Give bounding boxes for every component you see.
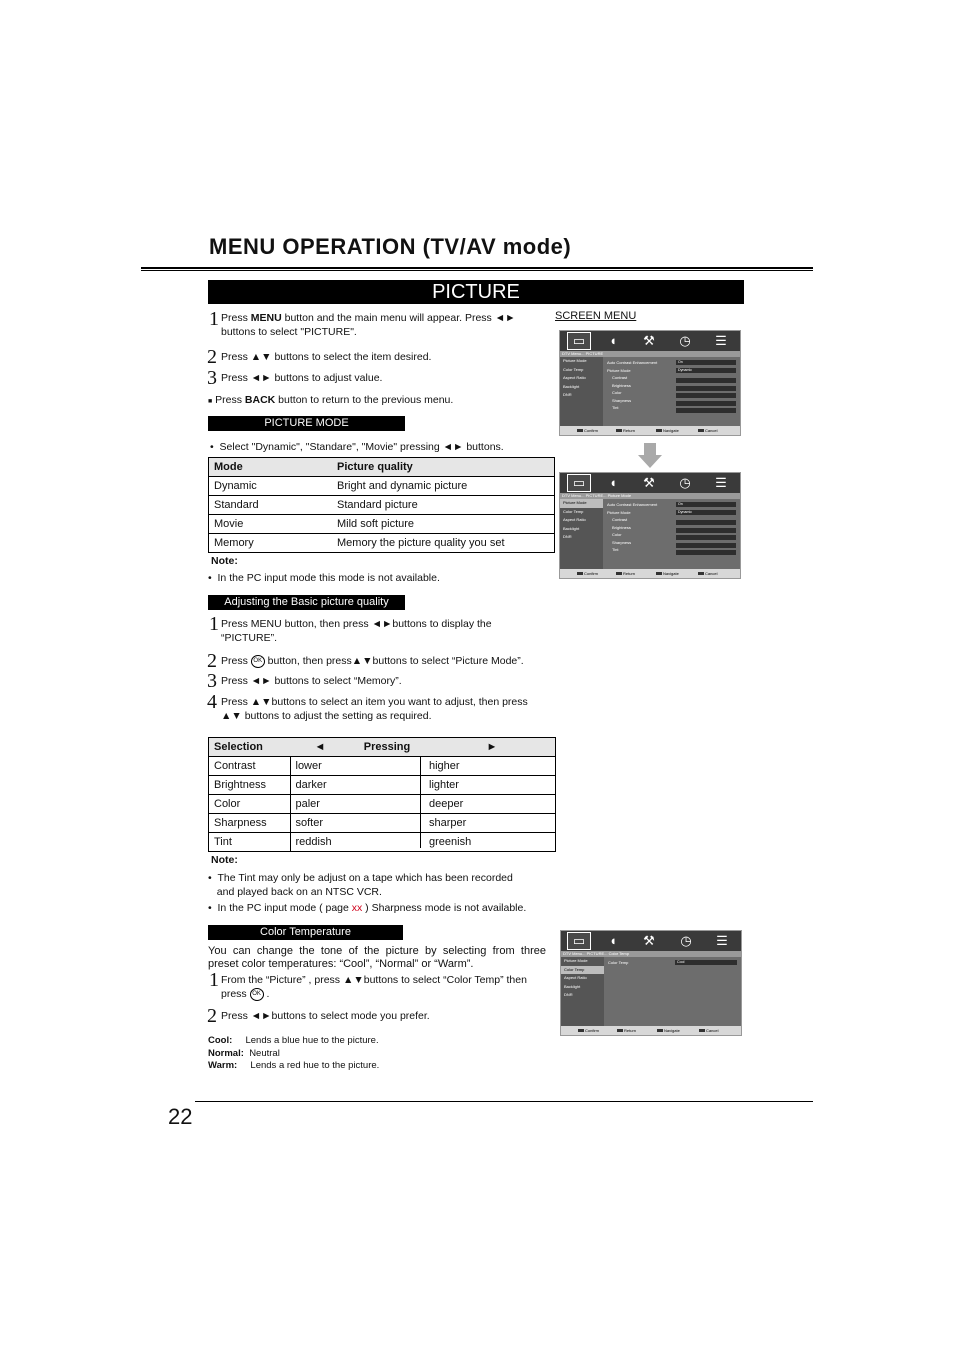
hint-confirm: Confirm (577, 569, 598, 578)
menu-item[interactable]: DNR (563, 392, 572, 397)
table-cell: Dynamic (209, 477, 333, 496)
menu-item[interactable]: DNR (564, 992, 573, 997)
step-text: Press ▲▼buttons to select an item you want to adjust, then press ▲▼ buttons to adjust the setting as required. (221, 696, 528, 722)
table-cell: lighter (424, 776, 556, 795)
bottom-hint-bar (560, 426, 740, 435)
step-text: Press MENU button and the main menu will appear. Press ◄► buttons to select "PICTURE". (221, 312, 516, 338)
hint-return: Return (617, 1026, 636, 1035)
step-number: 2 (207, 1005, 217, 1027)
table-cell: greenish (424, 833, 556, 852)
table-cell: Mild soft picture (332, 515, 555, 534)
tv-menu-screen-3 (560, 930, 742, 1036)
table-cell: Movie (209, 515, 333, 534)
sound-icon: ◖ (609, 333, 617, 348)
definition-item: Cool: Lends a blue hue to the picture. (208, 1035, 379, 1046)
submenu-item[interactable]: Sharpness (612, 539, 632, 545)
icon-bar (560, 473, 740, 493)
value-field[interactable]: On (676, 502, 736, 507)
breadcrumb: DTV Menu... PICTURE... Color Temp (561, 951, 741, 957)
menu-item[interactable]: Aspect Ratio (563, 375, 586, 380)
slider-bar[interactable] (676, 386, 736, 391)
table-row (209, 757, 556, 776)
table-cell: deeper (424, 795, 556, 814)
step-text: Press ▲▼ buttons to select the item desired. (221, 351, 432, 363)
breadcrumb: DTV Menu... PICTURE (560, 351, 740, 357)
table-cell: darker (290, 776, 424, 795)
table-cell: softer (290, 814, 424, 833)
table-cell: Memory (209, 534, 333, 553)
color-temp-heading: Color Temperature (208, 925, 403, 940)
adjust-table (208, 737, 556, 852)
table-cell: Sharpness (209, 814, 291, 833)
slider-bar[interactable] (676, 401, 736, 406)
submenu-item[interactable]: Picture Mode (607, 509, 631, 515)
step-text: From the “Picture” , press ▲▼buttons to select “Color Temp” then press OK . (221, 974, 527, 1000)
clock-icon: ◷ (679, 475, 691, 490)
column-divider (420, 757, 421, 848)
color-temp-definitions (208, 1035, 379, 1073)
table-header: Selection (209, 738, 291, 757)
table-cell: Brightness (209, 776, 291, 795)
table-cell: Standard (209, 496, 333, 515)
ok-button-icon: OK (251, 655, 265, 668)
sound-icon: ◖ (609, 933, 617, 948)
submenu-item[interactable]: Color (612, 532, 622, 537)
step-text: Press ◄► buttons to select “Memory”. (221, 675, 402, 687)
menu-item[interactable]: Color Temp (563, 366, 584, 372)
menu-item[interactable]: Picture Mode (563, 358, 587, 363)
menu-left (561, 957, 604, 1026)
table-cell: Bright and dynamic picture (332, 477, 555, 496)
definition-item: Normal: Neutral (208, 1047, 280, 1059)
table-row (209, 776, 556, 795)
menu-left (560, 499, 603, 569)
submenu-item[interactable]: Picture Mode (607, 367, 631, 373)
hint-navigate: Navigate (656, 569, 679, 578)
value-field[interactable]: Cool (675, 960, 737, 965)
table-cell: higher (424, 757, 556, 776)
tv-picture-icon: ▭ (567, 474, 591, 492)
slider-bar[interactable] (676, 543, 736, 548)
table-header: Picture quality (332, 458, 555, 477)
note-label: Note: (211, 854, 238, 866)
note-text: • In the PC input mode ( page xx ) Sharpness mode is not available. (208, 902, 527, 914)
slider-bar[interactable] (676, 528, 736, 533)
step-number: 3 (207, 367, 217, 389)
submenu-item[interactable]: Tint (612, 547, 619, 552)
menu-item[interactable]: Picture Mode (564, 958, 588, 963)
slider-bar[interactable] (676, 535, 736, 540)
picture-mode-select-text: • Select "Dynamic", "Standare", "Movie" pressing ◄► buttons. (210, 441, 504, 453)
submenu-item[interactable]: Brightness (612, 382, 631, 388)
step-number: 2 (207, 346, 217, 368)
step-number: 4 (207, 691, 217, 713)
footer-rule (195, 1101, 813, 1102)
slider-bar[interactable] (676, 520, 736, 525)
table-cell: Color (209, 795, 291, 814)
tv-menu-screen-2 (559, 472, 741, 579)
menu-left (560, 357, 603, 426)
icon-bar (561, 931, 741, 951)
step-number: 1 (209, 308, 219, 330)
submenu-item[interactable]: Color Temp (608, 960, 629, 965)
step-number: 2 (207, 650, 217, 672)
note-text: • The Tint may only be adjust on a tape which has been recorded and played back on an NTSC VCR. (208, 872, 513, 898)
step-text: Press ◄► buttons to adjust value. (221, 372, 383, 384)
sound-icon: ◖ (609, 475, 617, 490)
list-icon: ☰ (716, 933, 728, 948)
menu-item[interactable]: Aspect Ratio (564, 975, 587, 980)
clock-icon: ◷ (680, 933, 692, 948)
hint-cancel: Cancel (699, 1026, 718, 1035)
hint-cancel: Cancel (698, 569, 717, 578)
value-field[interactable]: Dynamic (676, 368, 736, 373)
bottom-hint-bar (561, 1026, 741, 1035)
hint-navigate: Navigate (656, 426, 679, 435)
menu-item[interactable]: Backlight (564, 983, 581, 989)
tv-picture-icon: ▭ (567, 932, 591, 950)
table-cell: lower (290, 757, 424, 776)
table-row (209, 477, 555, 496)
picture-mode-heading: PICTURE MODE (208, 416, 405, 431)
bottom-hint-bar (560, 569, 740, 578)
step-text: Press OK button, then press▲▼buttons to select “Picture Mode”. (221, 655, 524, 667)
step-number: 1 (209, 969, 219, 991)
hint-return: Return (616, 426, 635, 435)
page-reference-link[interactable]: xx (351, 902, 363, 914)
title-rule-thin (141, 270, 813, 271)
page-number: 22 (168, 1104, 193, 1129)
note-text: • In the PC input mode this mode is not available. (208, 572, 440, 584)
step-number: 1 (209, 613, 219, 635)
definition-item: Warm: Lends a red hue to the picture. (208, 1060, 380, 1071)
screen-menu-label: SCREEN MENU (555, 310, 637, 322)
submenu-item[interactable]: Tint (612, 405, 619, 410)
color-temp-intro: You can change the tone of the picture by selecting from three (208, 945, 546, 957)
menu-item[interactable]: Backlight (563, 383, 580, 389)
table-cell: Tint (209, 833, 291, 852)
table-cell: reddish (290, 833, 424, 852)
submenu-item[interactable]: Auto Contrast Enhancement (607, 360, 658, 365)
back-note: ■ Press BACK button to return to the previous menu. (208, 394, 454, 406)
slider-bar[interactable] (676, 408, 736, 413)
table-row (209, 496, 555, 515)
submenu-item[interactable]: Color (612, 390, 622, 395)
submenu-items (608, 959, 628, 967)
wrench-icon: ⚒ (643, 475, 655, 490)
table-cell: sharper (424, 814, 556, 833)
tv-menu-screen-1 (559, 330, 741, 436)
value-field[interactable]: On (676, 360, 736, 365)
table-header-row (209, 738, 556, 757)
down-arrow-icon (638, 443, 662, 468)
table-cell: paler (290, 795, 424, 814)
menu-item[interactable]: Color Temp (563, 508, 584, 514)
tv-picture-icon: ▭ (567, 332, 591, 350)
step-text: Press ◄►buttons to select mode you prefer. (221, 1010, 430, 1022)
color-temp-intro: preset color temperatures: “Cool”, “Normal” or “Warm”. (208, 958, 474, 970)
table-header: Pressing (345, 738, 424, 757)
hint-cancel: Cancel (698, 426, 717, 435)
submenu-item[interactable]: Contrast (612, 517, 628, 522)
section-banner: PICTURE (208, 280, 744, 304)
step-text: Press MENU button, then press ◄►buttons to display the “PICTURE”. (221, 618, 492, 644)
submenu-item[interactable]: Contrast (612, 375, 628, 380)
breadcrumb: DTV Menu... PICTURE... Picture Mode (560, 493, 740, 499)
right-arrow-icon: ► (424, 738, 556, 757)
submenu-item[interactable]: Brightness (612, 524, 631, 530)
menu-item-selected[interactable]: Color Temp (561, 966, 604, 975)
list-icon: ☰ (715, 475, 727, 490)
table-header: Mode (209, 458, 333, 477)
submenu-items (607, 359, 657, 412)
slider-bar[interactable] (676, 393, 736, 398)
table-row (209, 534, 555, 553)
adjust-heading: Adjusting the Basic picture quality (208, 595, 405, 610)
table-cell: Contrast (209, 757, 291, 776)
hint-confirm: Confirm (577, 426, 598, 435)
slider-bar[interactable] (676, 550, 736, 555)
menu-item[interactable]: Backlight (563, 525, 580, 531)
clock-icon: ◷ (679, 333, 691, 348)
table-row (209, 814, 556, 833)
hint-return: Return (616, 569, 635, 578)
hint-navigate: Navigate (657, 1026, 680, 1035)
page-title: MENU OPERATION (TV/AV mode) (209, 234, 572, 259)
table-row (209, 833, 556, 852)
menu-item-selected[interactable]: Picture Mode (560, 499, 603, 508)
table-header-row (209, 458, 555, 477)
picture-mode-table (208, 457, 555, 553)
wrench-icon: ⚒ (643, 333, 655, 348)
menu-item[interactable]: Aspect Ratio (563, 517, 586, 522)
menu-item[interactable]: DNR (563, 534, 572, 539)
submenu-item[interactable]: Auto Contrast Enhancement (607, 502, 658, 507)
ok-button-icon: OK (250, 988, 264, 1001)
icon-bar (560, 331, 740, 351)
left-arrow-icon: ◄ (290, 738, 345, 757)
slider-bar[interactable] (676, 378, 736, 383)
value-field[interactable]: Dynamic (676, 510, 736, 515)
table-row (209, 795, 556, 814)
table-row (209, 515, 555, 534)
table-cell: Memory the picture quality you set (332, 534, 555, 553)
hint-confirm: Confirm (578, 1026, 599, 1035)
table-cell: Standard picture (332, 496, 555, 515)
wrench-icon: ⚒ (643, 933, 655, 948)
note-label: Note: (211, 555, 238, 567)
submenu-items (607, 501, 657, 554)
title-rule (141, 267, 813, 269)
list-icon: ☰ (715, 333, 727, 348)
submenu-item[interactable]: Sharpness (612, 397, 632, 403)
step-number: 3 (207, 670, 217, 692)
